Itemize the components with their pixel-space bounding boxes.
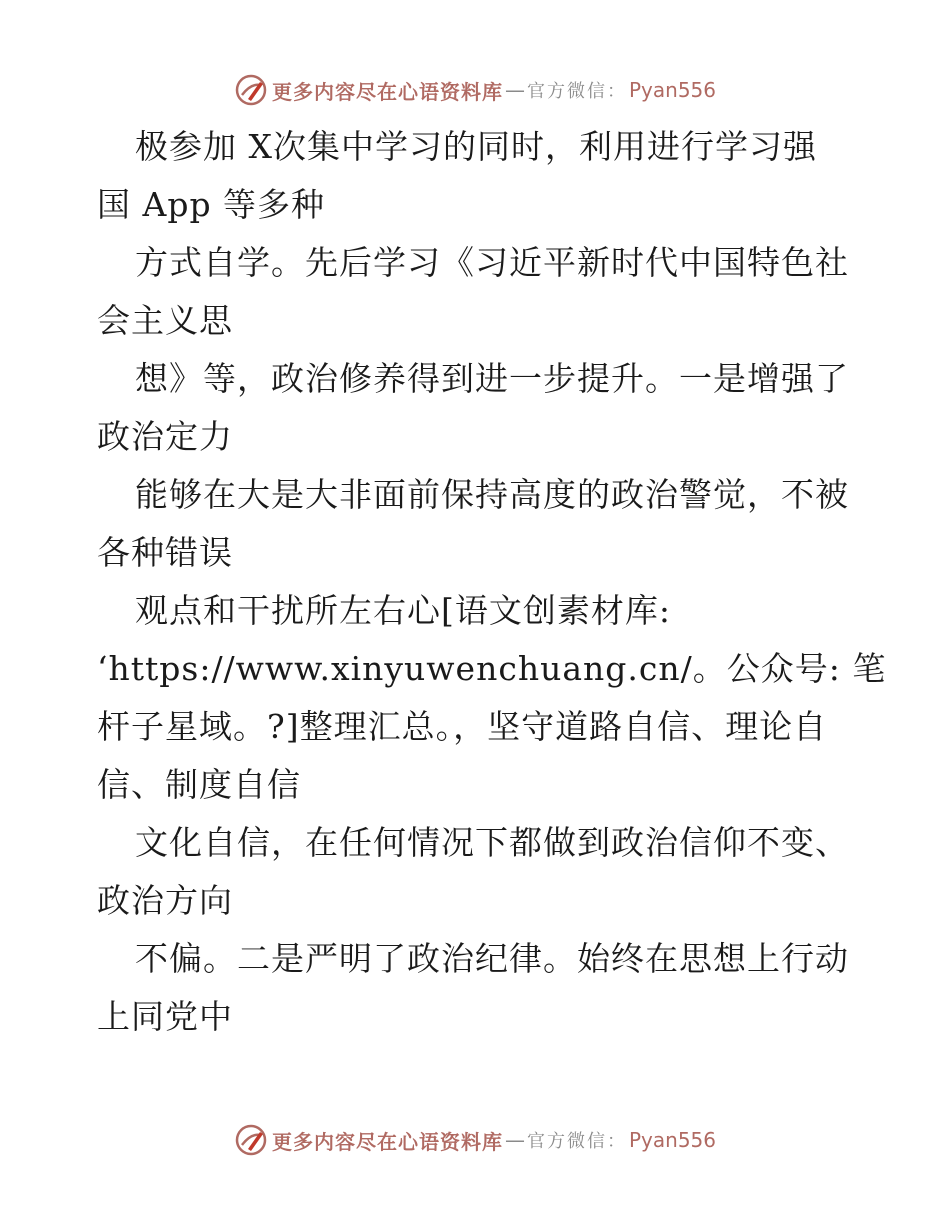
body-line: 国 App 等多种 [97,185,326,224]
header-watermark-banner [0,70,950,110]
banner-wechat-label: 官方微信： [526,1131,627,1152]
body-line: 不偏。二是严明了政治纪律。始终在思想上行动 [135,939,849,978]
body-line: 上同党中 [97,997,233,1036]
banner-dash: — [504,1128,525,1152]
footer-watermark-banner [0,1120,950,1160]
banner-dash: — [504,78,525,102]
pen-logo-icon [234,1123,268,1157]
body-line: 观点和干扰所左右心[语文创素材库: [135,591,671,630]
banner-wechat-id: Pyan556 [628,78,716,102]
body-line: 想》等，政治修养得到进一步提升。一是增强了 [135,359,849,398]
body-line: 各种错误 [97,533,233,572]
banner-main-text: 更多内容尽在心语资料库 [271,79,503,104]
banner-main-text: 更多内容尽在心语资料库 [271,1129,503,1154]
body-line: 极参加 X次集中学习的同时，利用进行学习强 [135,127,817,166]
document-body [97,118,887,1046]
banner-wechat-label: 官方微信： [526,81,627,102]
pen-logo-icon [234,73,268,107]
body-line: 能够在大是大非面前保持高度的政治警觉，不被 [135,475,849,514]
banner-wechat-id: Pyan556 [628,1128,716,1152]
body-line: 文化自信，在任何情况下都做到政治信仰不变、 [135,823,849,862]
body-line: 会主义思 [97,301,233,340]
body-line: 政治定力 [97,417,233,456]
body-line: 信、制度自信 [97,765,301,804]
body-line: ‘https://www.xinyuwenchuang.cn/。公众号: 笔 [97,649,887,688]
body-line: 方式自学。先后学习《习近平新时代中国特色社 [135,243,849,282]
body-line: 政治方向 [97,881,233,920]
body-line: 杆子星域。?]整理汇总。，坚守道路自信、理论自 [97,707,828,746]
